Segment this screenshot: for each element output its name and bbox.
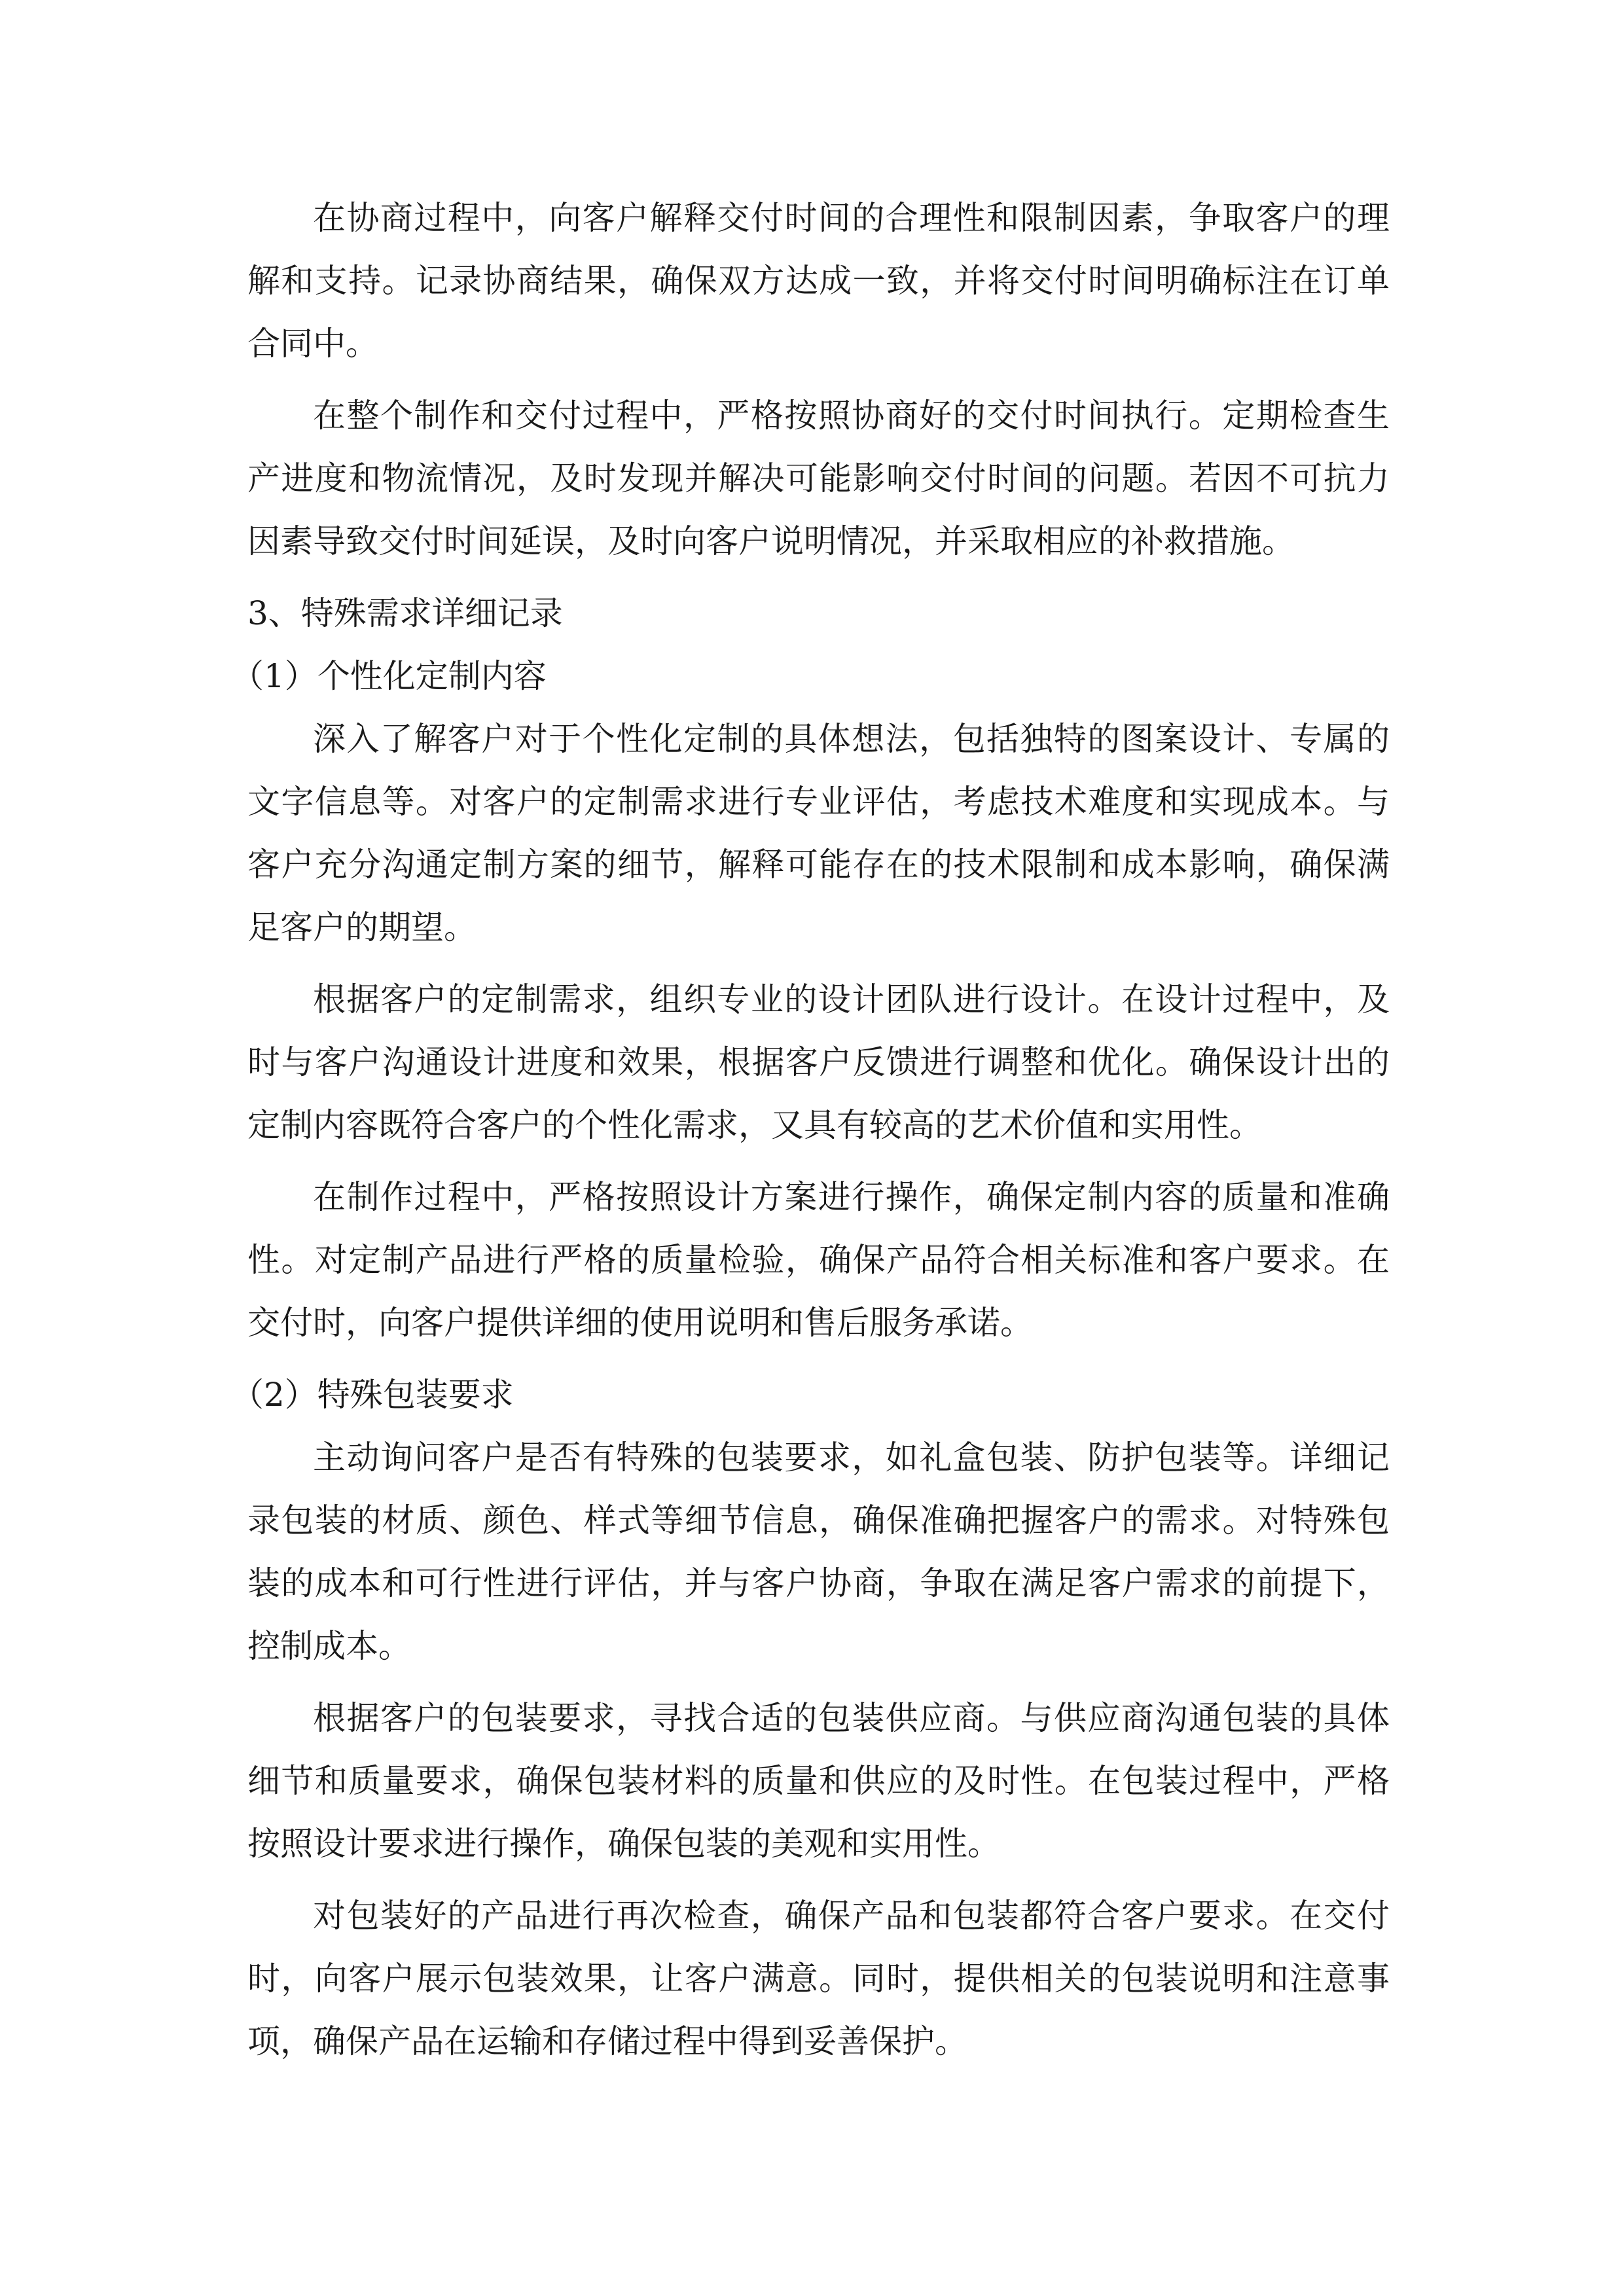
paragraph-customization-production: 在制作过程中，严格按照设计方案进行操作，确保定制内容的质量和准确性。对定制产品进行严格的质量检验，确保产品符合相关标准和客户要求。在交付时，向客户提供详细的使用说明和售后服务承诺。 (247, 1178, 1390, 1342)
paragraph-packaging-inquiry: 主动询问客户是否有特殊的包装要求，如礼盒包装、防护包装等。详细记录包装的材质、颜色、样式等细节信息，确保准确把握客户的需求。对特殊包装的成本和可行性进行评估，并与客户协商，争取在满足客户需求的前提下，控制成本。 (247, 1439, 1390, 1665)
paragraph-customization-design: 根据客户的定制需求，组织专业的设计团队进行设计。在设计过程中，及时与客户沟通设计进度和效果，根据客户反馈进行调整和优化。确保设计出的定制内容既符合客户的个性化需求，又具有较高的艺术价值和实用性。 (247, 980, 1390, 1144)
document-body (231, 187, 1390, 2082)
subsection-heading-customization: （1）个性化定制内容 (231, 657, 547, 695)
paragraph-customization-understanding: 深入了解客户对于个性化定制的具体想法，包括独特的图案设计、专属的文字信息等。对客户的定制需求进行专业评估，考虑技术难度和实现成本。与客户充分沟通定制方案的细节，解释可能存在的技术限制和成本影响，确保满足客户的期望。 (247, 720, 1390, 946)
subsection-heading-packaging: （2）特殊包装要求 (231, 1376, 514, 1414)
section-heading: 3、特殊需求详细记录 (247, 594, 563, 632)
paragraph-packaging-supplier: 根据客户的包装要求，寻找合适的包装供应商。与供应商沟通包装的具体细节和质量要求，确保包装材料的质量和供应的及时性。在包装过程中，严格按照设计要求进行操作，确保包装的美观和实用性。 (247, 1699, 1390, 1863)
paragraph-packaging-inspection: 对包装好的产品进行再次检查，确保产品和包装都符合客户要求。在交付时，向客户展示包装效果，让客户满意。同时，提供相关的包装说明和注意事项，确保产品在运输和存储过程中得到妥善保护。 (247, 1897, 1390, 2060)
paragraph-negotiation: 在协商过程中，向客户解释交付时间的合理性和限制因素，争取客户的理解和支持。记录协商结果，确保双方达成一致，并将交付时间明确标注在订单合同中。 (247, 199, 1390, 363)
paragraph-delivery-execution: 在整个制作和交付过程中，严格按照协商好的交付时间执行。定期检查生产进度和物流情况，及时发现并解决可能影响交付时间的问题。若因不可抗力因素导致交付时间延误，及时向客户说明情况，并采取相应的补救措施。 (247, 397, 1390, 560)
